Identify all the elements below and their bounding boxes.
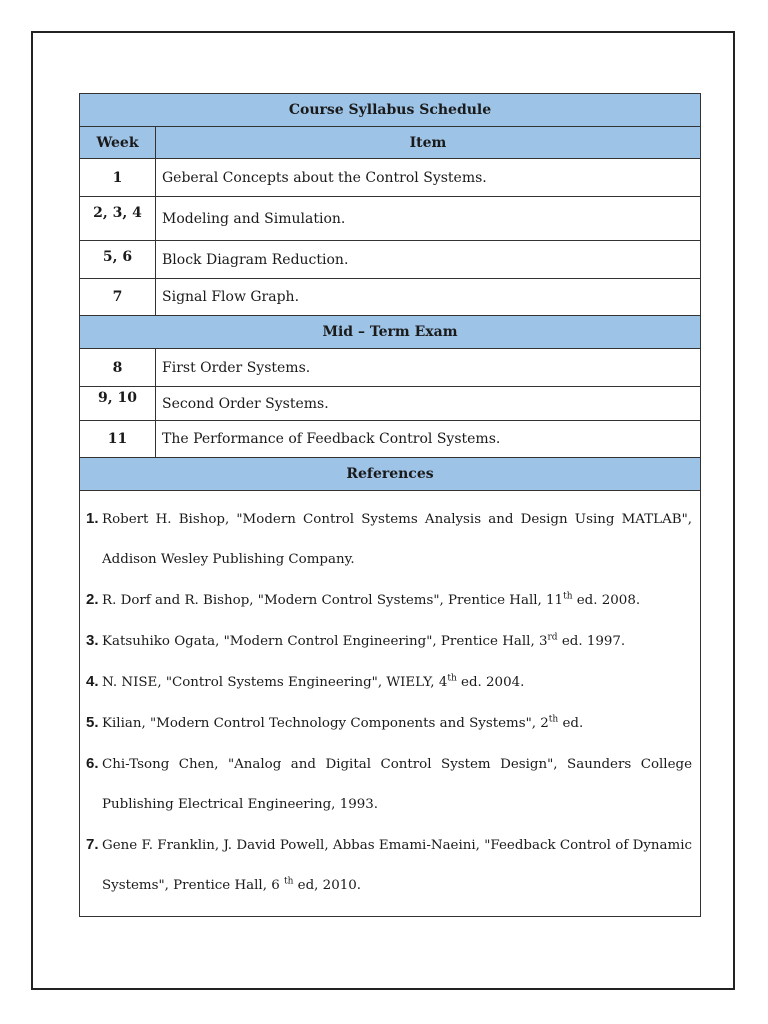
reference-number: 4. — [86, 673, 99, 690]
item-cell: Geberal Concepts about the Control Systems. — [156, 159, 701, 197]
references-list — [80, 491, 701, 917]
table-title: Course Syllabus Schedule — [80, 94, 701, 127]
reference-number: 1. — [86, 510, 99, 527]
week-header: Week — [80, 127, 156, 159]
item-cell: Second Order Systems. — [156, 387, 701, 421]
reference-number: 3. — [86, 632, 99, 649]
reference-item — [86, 703, 692, 744]
table-row — [80, 279, 701, 316]
table-row — [80, 421, 701, 458]
item-cell: Block Diagram Reduction. — [156, 241, 701, 279]
table-row — [80, 159, 701, 197]
week-cell: 11 — [80, 421, 156, 458]
reference-number: 2. — [86, 591, 99, 608]
reference-item — [86, 580, 692, 621]
syllabus-table — [79, 93, 701, 917]
midterm-banner: Mid – Term Exam — [80, 316, 701, 349]
reference-number: 6. — [86, 755, 99, 772]
item-cell: Modeling and Simulation. — [156, 197, 701, 241]
item-cell: First Order Systems. — [156, 349, 701, 387]
reference-text: Kilian, "Modern Control Technology Components and Systems", 2th ed. — [102, 714, 584, 731]
week-cell: 9, 10 — [80, 387, 156, 421]
reference-number: 5. — [86, 714, 99, 731]
week-cell: 2, 3, 4 — [80, 197, 156, 241]
item-header: Item — [156, 127, 701, 159]
reference-text: N. NISE, "Control Systems Engineering", WIELY, 4th ed. 2004. — [102, 673, 525, 690]
reference-item — [86, 621, 692, 662]
week-cell: 1 — [80, 159, 156, 197]
reference-text: Gene F. Franklin, J. David Powell, Abbas Emami-Naeini, "Feedback Control of Dynamic Systems", Prentice Hall, 6 $^{th}$ ed, 2010. — [102, 838, 692, 893]
table-row — [80, 387, 701, 421]
item-cell: The Performance of Feedback Control Systems. — [156, 421, 701, 458]
reference-item — [86, 825, 692, 906]
reference-item — [86, 744, 692, 825]
table-row — [80, 241, 701, 279]
reference-text: R. Dorf and R. Bishop, "Modern Control Systems", Prentice Hall, 11th ed. 2008. — [102, 591, 641, 608]
reference-number: 7. — [86, 836, 99, 853]
item-cell: Signal Flow Graph. — [156, 279, 701, 316]
reference-text: Katsuhiko Ogata, "Modern Control Engineering", Prentice Hall, 3rd ed. 1997. — [102, 632, 626, 649]
references-header: References — [80, 458, 701, 491]
reference-text: Chi-Tsong Chen, "Analog and Digital Control System Design", Saunders College Publishing Electrical Engineering, 1993. — [102, 757, 692, 812]
week-cell: 5, 6 — [80, 241, 156, 279]
week-cell: 8 — [80, 349, 156, 387]
reference-text: Robert H. Bishop, "Modern Control Systems Analysis and Design Using MATLAB", Addison Wesley Publishing Company. — [102, 512, 692, 567]
reference-item — [86, 499, 692, 580]
table-row — [80, 197, 701, 241]
table-row — [80, 349, 701, 387]
week-cell: 7 — [80, 279, 156, 316]
reference-item — [86, 662, 692, 703]
